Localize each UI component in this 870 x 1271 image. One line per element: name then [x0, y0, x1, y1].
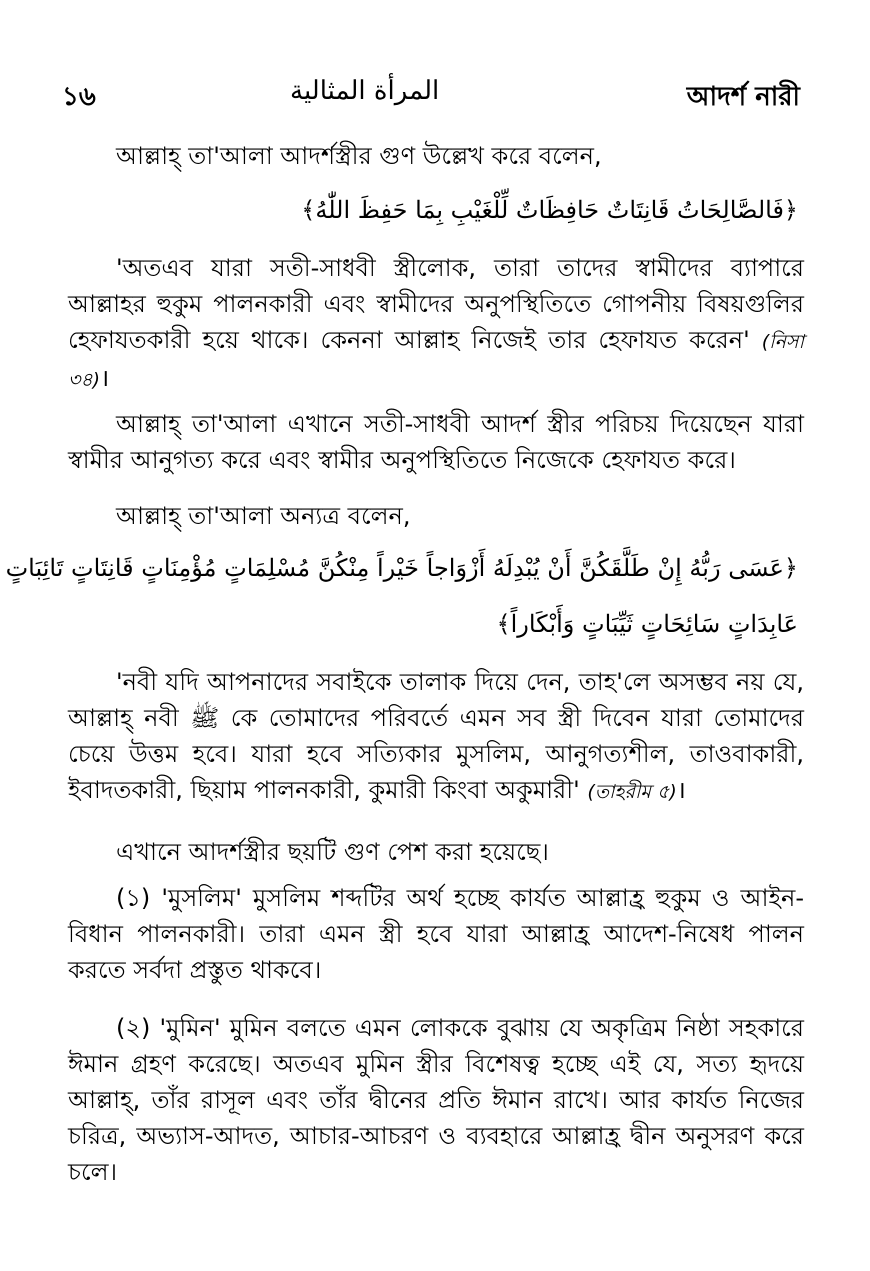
translation-2-end: ।	[676, 776, 686, 804]
page-header	[62, 76, 800, 112]
quran-verse-1: ﴿فَالصَّالِحَاتُ قَانِتَاتٌ حَافِظَاتٌ لِّلْغَيْبِ بِمَا حَفِظَ اللّٰهُ﴾	[301, 196, 798, 224]
citation-tahrim: (তাহরীম ৫)	[587, 781, 677, 803]
paragraph-translation-1	[68, 250, 804, 398]
bengali-running-title: আদর্শ নারী	[686, 82, 800, 112]
paragraph-explanation: আল্লাহ্ তা'আলা এখানে সতী-সাধবী আদর্শ স্ত্রীর পরিচয় দিয়েছেন যারা স্বামীর আনুগত্য করে এবং স্বামীর অনুপস্থিতিতে নিজেকে হেফাযত করে।	[68, 410, 804, 474]
paragraph-six-qualities: এখানে আদর্শস্ত্রীর ছয়টি গুণ পেশ করা হয়েছে।	[116, 838, 549, 866]
translation-1-end: ।	[100, 364, 110, 392]
paragraph-intro-2: আল্লাহ্ তা'আলা অন্যত্র বলেন,	[116, 502, 411, 530]
paragraph-intro-1: আল্লাহ্ তা'আলা আদর্শস্ত্রীর গুণ উল্লেখ করে বলেন,	[116, 142, 602, 170]
quran-verse-2-line-1: ﴿عَسَى رَبُّهُ إِنْ طَلَّقَكُنَّ أَنْ يُبْدِلَهُ أَزْوَاجاً خَيْراً مِنْكُنَّ مُسْلِمَاتٍ مُؤْمِنَاتٍ قَانِتَاتٍ تَائِبَاتٍ	[5, 554, 798, 582]
citation-nisa: (নিসা ৩৪)	[68, 331, 804, 391]
page-number: ১৬	[62, 82, 96, 112]
translation-1-text: 'অতএব যারা সতী-সাধবী স্ত্রীলোক, তারা তাদের স্বামীদের ব্যাপারে আল্লাহর হুকুম পালনকারী এবং স্বামীদের অনুপস্থিতিতে গোপনীয় বিষয়গুলির হেফাযতকারী হয়ে থাকে। কেননা আল্লাহ নিজেই তার হেফাযত করেন'	[68, 254, 804, 354]
quran-verse-2-line-2: عَابِدَاتٍ سَائِحَاتٍ ثَيِّبَاتٍ وَأَبْكَاراً﴾	[496, 610, 798, 638]
paragraph-quality-muslim: (১) 'মুসলিম' মুসলিম শব্দটির অর্থ হচ্ছে কার্যত আল্লাহ্র হুকুম ও আইন-বিধান পালনকারী। তারা এমন স্ত্রী হবে যারা আল্লাহ্র আদেশ-নিষেধ পালন করতে সর্বদা প্রস্তুত থাকবে।	[68, 884, 804, 984]
paragraph-quality-mumin: (২) 'মুমিন' মুমিন বলতে এমন লোককে বুঝায় যে অকৃত্রিম নিষ্ঠা সহকারে ঈমান গ্রহণ করেছে। অতএব মুমিন স্ত্রীর বিশেষত্ব হচ্ছে এই যে, সত্য হৃদয়ে আল্লাহ্, তাঁর রাসূল এবং তাঁর দ্বীনের প্রতি ঈমান রাখে। আর কার্যত নিজের চরিত্র, অভ্যাস-আদত, আচার-আচরণ ও ব্যবহারে আল্লাহ্র দ্বীন অনুসরণ করে চলে।	[68, 1014, 804, 1186]
paragraph-translation-2	[68, 664, 804, 810]
arabic-running-title: المرأة المثالية	[290, 76, 440, 106]
translation-2-text: 'নবী যদি আপনাদের সবাইকে তালাক দিয়ে দেন, তাহ'লে অসম্ভব নয় যে, আল্লাহ্ নবী ﷺ কে তোমাদের পরিবর্তে এমন সব স্ত্রী দিবেন যারা তোমাদের চেয়ে উত্তম হবে। যারা হবে সত্যিকার মুসলিম, আনুগত্যশীল, তাওবাকারী, ইবাদতকারী, ছিয়াম পালনকারী, কুমারী কিংবা অকুমারী'	[68, 668, 804, 804]
